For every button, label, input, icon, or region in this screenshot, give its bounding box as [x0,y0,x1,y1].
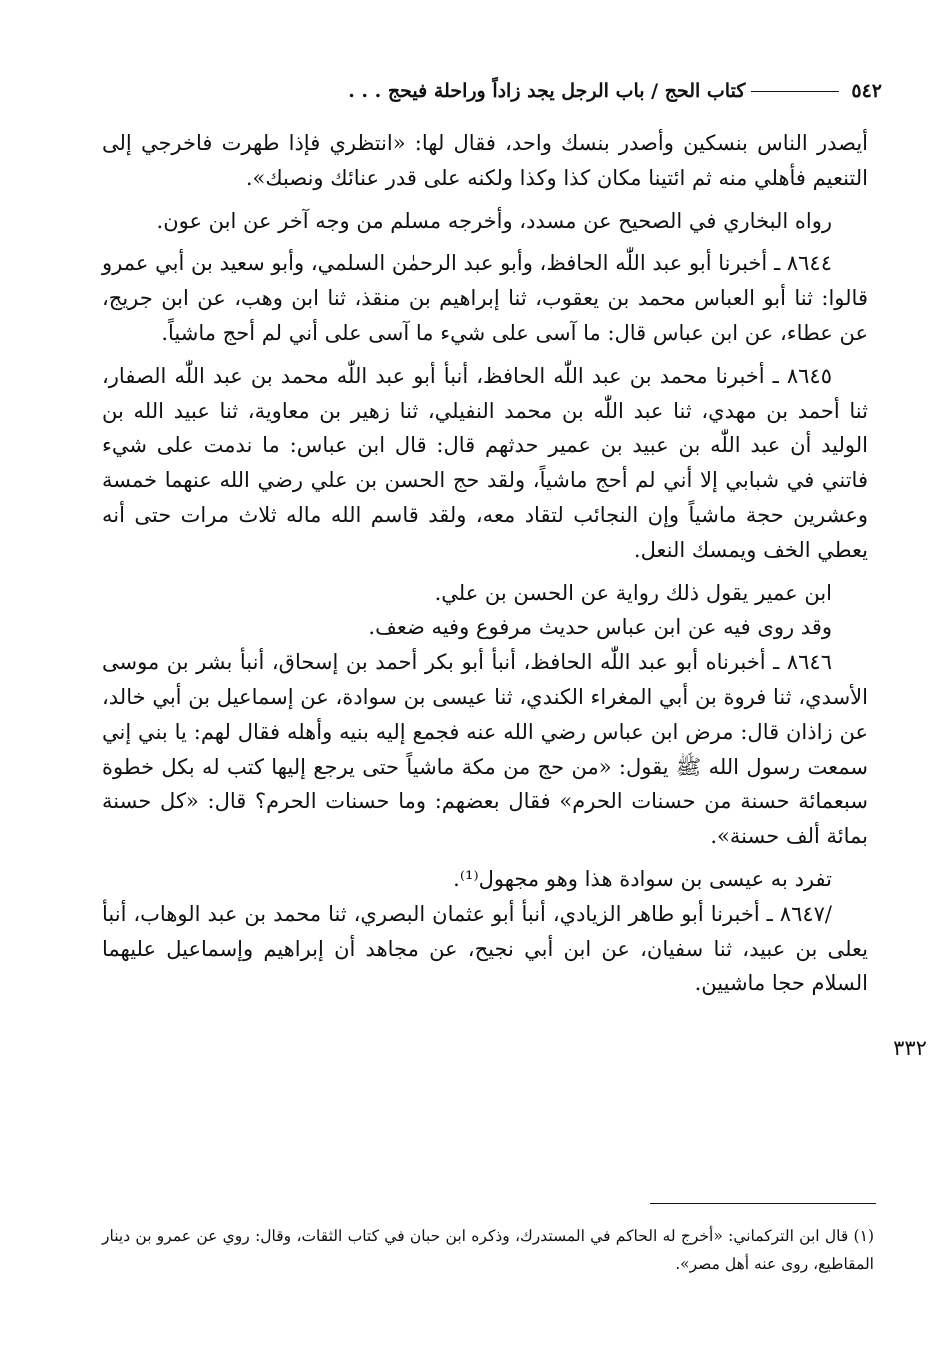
header-rule [751,91,839,92]
paragraph-continuation: أيصدر الناس بنسكين وأصدر بنسك واحد، فقال لها: «انتظري فإذا طهرت فاخرجي إلى التنعيم فأهلي منه ثم ائتينا مكان كذا وكذا ولكنه على قدر عنائك ونصبك». [102,131,868,190]
margin-page-reference: ٣٣٢ [893,1036,927,1060]
paragraph-ibn-umayr-note: ابن عمير يقول ذلك رواية عن الحسن بن علي. [434,580,832,605]
paragraph-isa-note: تفرد به عيسى بن سوادة هذا وهو مجهول⁽¹⁾. [453,866,832,891]
main-text [102,126,868,1001]
hadith-8644: ٨٦٤٤ ـ أخبرنا أبو عبد اللّٰه الحافظ، وأبو عبد الرحمٰن السلمي، وأبو سعيد بن أبي عمرو قالوا: ثنا أبو العباس محمد بن يعقوب، ثنا إبراهيم بن منقذ، ثنا ابن وهب، عن ابن جريج، عن عطاء، عن ابن عباس قال: ما آسى على شيء ما آسى على أني لم أحج ماشياً. [102,251,868,345]
page-number: ٥٤٢ [851,80,882,102]
running-title: كتاب الحج / باب الرجل يجد زاداً وراحلة فيحج . . . [348,80,746,102]
footnote-divider [650,1203,876,1204]
page-header [92,74,882,108]
hadith-8646: ٨٦٤٦ ـ أخبرناه أبو عبد اللّٰه الحافظ، أنبأ أبو بكر أحمد بن إسحاق، أنبأ بشر بن موسى الأسدي، ثنا فروة بن أبي المغراء الكندي، ثنا عيسى بن سوادة، عن إسماعيل بن أبي خالد، عن زاذان قال: مرض ابن عباس رضي الله عنه فجمع إليه بنيه وأهله فقال لهم: يا بني إني سمعت رسول الله ﷺ يقول: «من حج من مكة ماشياً حتى يرجع إليها كتب له بكل خطوة سبعمائة حسنة من حسنات الحرم» فقال بعضهم: وما حسنات الحرم؟ قال: «كل حسنة بمائة ألف حسنة». [102,650,868,849]
hadith-8645: ٨٦٤٥ ـ أخبرنا محمد بن عبد اللّٰه الحافظ، أنبأ أبو عبد اللّٰه محمد بن عبد اللّٰه الصفار، ثنا أحمد بن مهدي، ثنا عبد اللّٰه بن محمد النفيلي، ثنا زهير بن معاوية، ثنا عبيد الله بن الوليد أن عبد اللّٰه بن عبيد بن عمير حدثهم قال: قال ابن عباس: ما ندمت على شيء فاتني في شبابي إلا أني لم أحج ماشياً، ولقد حج الحسن بن علي رضي الله عنهما خمسة وعشرين حجة ماشياً وإن النجائب لتقاد معه، ولقد قاسم الله ماله ثلاث مرات حتى أنه يعطي الخف ويمسك النعل. [102,363,868,562]
paragraph-weak-narration-note: وقد روى فيه عن ابن عباس حديث مرفوع وفيه ضعف. [368,615,832,640]
paragraph-narration-note: رواه البخاري في الصحيح عن مسدد، وأخرجه مسلم من وجه آخر عن ابن عون. [156,208,832,233]
hadith-8647: /٨٦٤٧ ـ أخبرنا أبو طاهر الزيادي، أنبأ أبو عثمان البصري، ثنا محمد بن عبد الوهاب، أنبأ يعلى بن عبيد، ثنا سفيان، عن ابن أبي نجيح، عن مجاهد أن إبراهيم وإسماعيل عليهما السلام حجا ماشيين. [102,901,868,996]
footnote: (١) قال ابن التركماني: «أخرج له الحاكم في المستدرك، وذكره ابن حبان في كتاب الثقات، وقال: روي عن عمرو بن دينار المقاطيع، روى عنه أهل مصر». [102,1227,874,1273]
